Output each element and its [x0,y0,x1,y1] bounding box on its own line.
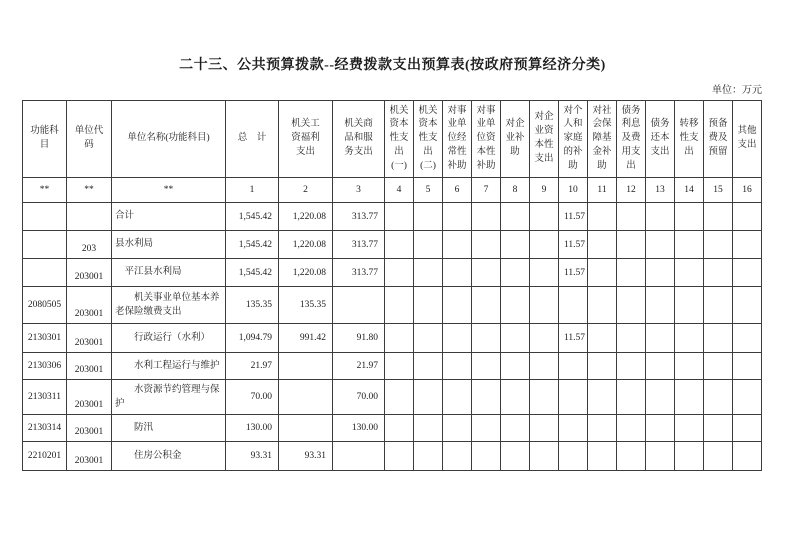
column-header: 总 计 [226,101,279,178]
cell-value [530,415,559,442]
cell-value [501,203,530,231]
cell-value [385,231,414,259]
cell-function-code: 2210201 [23,442,67,471]
cell-value [385,203,414,231]
column-index: 2 [279,178,333,203]
cell-value [617,231,646,259]
cell-value [501,287,530,324]
cell-value [559,415,588,442]
cell-function-code: 2080505 [23,287,67,324]
cell-value [443,231,472,259]
cell-value [559,380,588,415]
cell-unit-code: 203001 [67,259,112,287]
column-header: 对事业单位经常性补助 [443,101,472,178]
cell-value [588,287,617,324]
cell-value [733,324,762,353]
cell-value: 70.00 [226,380,279,415]
column-header: 债务还本支出 [646,101,675,178]
cell-value [530,203,559,231]
cell-value [472,203,501,231]
column-header: 单位代码 [67,101,112,178]
cell-value [675,442,704,471]
cell-value [704,380,733,415]
cell-value [443,259,472,287]
cell-value [501,380,530,415]
column-header: 机关商品和服务支出 [333,101,385,178]
cell-value [588,231,617,259]
cell-value [414,259,443,287]
cell-value [588,259,617,287]
cell-unit-code: 203001 [67,442,112,471]
cell-unit-code: 203001 [67,324,112,353]
cell-value [646,287,675,324]
cell-value [733,203,762,231]
cell-value [472,442,501,471]
cell-unit-name: 县水利局 [112,231,226,259]
table-row [23,231,762,259]
cell-value: 93.31 [226,442,279,471]
cell-value: 1,220.08 [279,259,333,287]
cell-value [530,353,559,380]
cell-value [704,231,733,259]
table-row [23,380,762,415]
cell-value [414,287,443,324]
cell-value [704,203,733,231]
cell-value: 70.00 [333,380,385,415]
cell-value: 1,094.79 [226,324,279,353]
cell-value [530,259,559,287]
column-header: 机关工资福利支出 [279,101,333,178]
cell-unit-code: 203001 [67,287,112,324]
column-header: 预备费及预留 [704,101,733,178]
cell-value [733,231,762,259]
cell-value [472,380,501,415]
cell-value [588,380,617,415]
cell-function-code: 2130301 [23,324,67,353]
cell-value [443,442,472,471]
cell-value [646,324,675,353]
cell-value [501,259,530,287]
cell-value [443,380,472,415]
cell-value [472,324,501,353]
cell-value [733,380,762,415]
column-index: 14 [675,178,704,203]
cell-value [588,353,617,380]
cell-value [414,380,443,415]
cell-value [385,324,414,353]
table-row [23,287,762,324]
cell-value [675,259,704,287]
cell-value [333,442,385,471]
cell-value [675,415,704,442]
cell-value [617,287,646,324]
column-index: 5 [414,178,443,203]
column-index: ** [67,178,112,203]
column-header: 债务利息及费用支出 [617,101,646,178]
table-row [23,324,762,353]
cell-value: 11.57 [559,259,588,287]
cell-value [414,415,443,442]
table-row [23,353,762,380]
cell-value [617,324,646,353]
cell-value [646,415,675,442]
column-index: 3 [333,178,385,203]
column-header: 对事业单位资本性补助 [472,101,501,178]
cell-value [443,324,472,353]
cell-value [646,353,675,380]
cell-value [617,203,646,231]
cell-unit-name: 住房公积金 [112,442,226,471]
cell-value [733,353,762,380]
cell-value: 11.57 [559,231,588,259]
cell-value [530,442,559,471]
cell-value: 21.97 [226,353,279,380]
column-header: 对企业资本性支出 [530,101,559,178]
cell-value [472,231,501,259]
column-index: ** [23,178,67,203]
column-header: 单位名称(功能科目) [112,101,226,178]
cell-unit-name: 防汛 [112,415,226,442]
cell-value [646,442,675,471]
cell-value: 135.35 [226,287,279,324]
cell-value [733,259,762,287]
cell-unit-name: 水利工程运行与维护 [112,353,226,380]
cell-value [501,442,530,471]
cell-unit-code: 203 [67,231,112,259]
cell-value [414,231,443,259]
cell-value [385,380,414,415]
column-index: ** [112,178,226,203]
cell-value: 991.42 [279,324,333,353]
cell-value [414,324,443,353]
cell-value [617,442,646,471]
budget-table [22,100,762,471]
column-index: 8 [501,178,530,203]
column-header: 机关资本性支出(一) [385,101,414,178]
table-row [23,415,762,442]
table-row [23,203,762,231]
cell-function-code [23,259,67,287]
cell-value [559,353,588,380]
column-header: 对社会保障基金补助 [588,101,617,178]
cell-value [733,442,762,471]
cell-value [385,415,414,442]
cell-value [617,353,646,380]
column-index: 16 [733,178,762,203]
cell-function-code: 2130314 [23,415,67,442]
cell-value [279,415,333,442]
cell-value: 1,545.42 [226,259,279,287]
cell-value [530,380,559,415]
cell-value [414,203,443,231]
cell-value [559,287,588,324]
page-title: 二十三、公共预算拨款--经费拨款支出预算表(按政府预算经济分类) [179,58,606,73]
cell-value [279,353,333,380]
cell-value [385,442,414,471]
table-body [23,203,762,471]
cell-value [704,442,733,471]
cell-value [385,353,414,380]
cell-function-code: 2130306 [23,353,67,380]
table-row [23,442,762,471]
cell-value: 1,220.08 [279,231,333,259]
table-row [23,259,762,287]
cell-unit-name: 机关事业单位基本养老保险缴费支出 [112,287,226,324]
cell-value: 21.97 [333,353,385,380]
cell-value [704,324,733,353]
cell-value [675,203,704,231]
cell-value [385,287,414,324]
cell-value [646,231,675,259]
column-header: 转移性支出 [675,101,704,178]
cell-value [472,259,501,287]
column-index: 12 [617,178,646,203]
cell-value [472,353,501,380]
cell-value [472,287,501,324]
cell-value [443,415,472,442]
column-header: 机关资本性支出(二) [414,101,443,178]
cell-function-code: 2130311 [23,380,67,415]
cell-value [414,353,443,380]
cell-value [501,324,530,353]
cell-value: 1,220.08 [279,203,333,231]
cell-value [617,415,646,442]
header-row [23,101,762,178]
cell-value [675,287,704,324]
column-index: 13 [646,178,675,203]
cell-value [501,231,530,259]
cell-value [675,353,704,380]
cell-value: 313.77 [333,203,385,231]
cell-value: 91.80 [333,324,385,353]
cell-value [443,203,472,231]
cell-value: 1,545.42 [226,231,279,259]
cell-value [646,203,675,231]
cell-value [704,353,733,380]
cell-value [675,231,704,259]
cell-value [675,380,704,415]
cell-value [472,415,501,442]
unit-label: 单位：万元 [712,85,762,96]
cell-value [588,324,617,353]
column-header: 其他支出 [733,101,762,178]
cell-unit-code [67,203,112,231]
column-index: 11 [588,178,617,203]
cell-unit-name: 行政运行（水利） [112,324,226,353]
column-index: 4 [385,178,414,203]
cell-value [733,287,762,324]
column-index: 1 [226,178,279,203]
cell-function-code [23,231,67,259]
cell-value [530,287,559,324]
cell-unit-name: 水资源节约管理与保护 [112,380,226,415]
cell-value [733,415,762,442]
cell-value [704,259,733,287]
cell-value [704,415,733,442]
cell-value: 93.31 [279,442,333,471]
cell-value [501,353,530,380]
cell-value [617,259,646,287]
cell-value [588,442,617,471]
cell-unit-code: 203001 [67,415,112,442]
cell-function-code [23,203,67,231]
cell-value [501,415,530,442]
column-index: 6 [443,178,472,203]
cell-value [617,380,646,415]
cell-unit-name: 合计 [112,203,226,231]
cell-value [530,324,559,353]
cell-unit-code: 203001 [67,380,112,415]
cell-unit-code: 203001 [67,353,112,380]
cell-value: 11.57 [559,324,588,353]
cell-value: 130.00 [333,415,385,442]
column-index: 9 [530,178,559,203]
cell-value [588,415,617,442]
cell-value [675,324,704,353]
cell-value [646,259,675,287]
cell-value [414,442,443,471]
cell-value [530,231,559,259]
cell-value [559,442,588,471]
cell-value [279,380,333,415]
cell-value: 11.57 [559,203,588,231]
column-index: 7 [472,178,501,203]
cell-unit-name: 平江县水利局 [112,259,226,287]
cell-value [704,287,733,324]
cell-value: 130.00 [226,415,279,442]
column-header: 对个人和家庭的补助 [559,101,588,178]
cell-value [333,287,385,324]
cell-value [588,203,617,231]
cell-value: 1,545.42 [226,203,279,231]
cell-value: 135.35 [279,287,333,324]
column-header: 对企业补助 [501,101,530,178]
index-row [23,178,762,203]
cell-value [443,353,472,380]
column-index: 15 [704,178,733,203]
cell-value [443,287,472,324]
cell-value [385,259,414,287]
cell-value: 313.77 [333,231,385,259]
cell-value [646,380,675,415]
column-header: 功能科目 [23,101,67,178]
column-index: 10 [559,178,588,203]
cell-value: 313.77 [333,259,385,287]
